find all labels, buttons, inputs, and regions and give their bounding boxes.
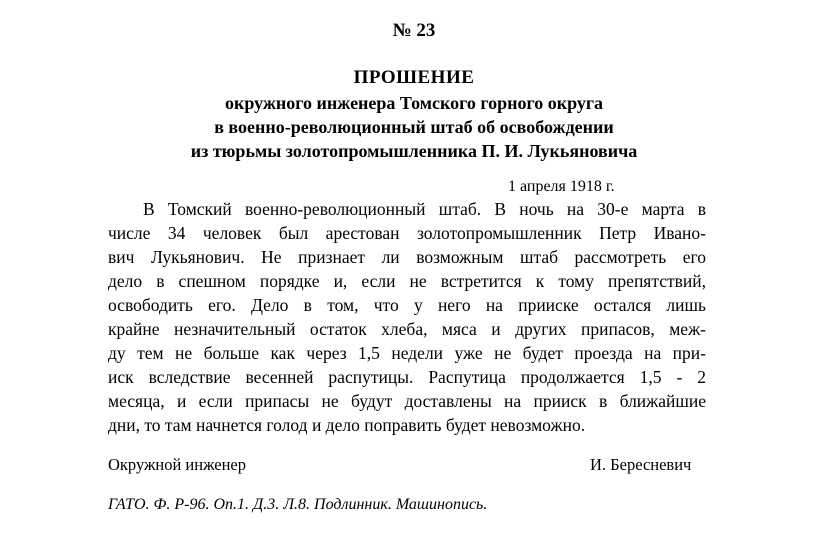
- body-line-3: вич Лукьянович. Не признает ли возможным штаб рассмотреть его: [108, 247, 706, 267]
- body-line-8: иск вследствие весенней распутицы. Распутица продолжается 1,5 - 2: [108, 367, 706, 387]
- signature-title: Окружной инженер: [108, 455, 247, 474]
- body-line-5: освободить его. Дело в том, что у него на прииске остался лишь: [108, 295, 706, 315]
- document-number: № 23: [392, 20, 436, 41]
- body-line-7: ду тем не больше как через 1,5 недели уже не будет проезда на при-: [108, 343, 706, 363]
- signature-name: И. Бересневич: [590, 455, 692, 474]
- body-line-4: дело в спешном порядке и, если не встретится к тому препятствий,: [108, 271, 706, 291]
- document-date: 1 апреля 1918 г.: [508, 178, 615, 195]
- body-line-10: дни, то там начнется голод и дело поправить будет невозможно.: [108, 415, 586, 435]
- body-line-2: числе 34 человек был арестован золотопромышленник Петр Ивано-: [108, 223, 706, 243]
- body-line-6: крайне незначительный остаток хлеба, мяса и других припасов, меж-: [108, 319, 706, 339]
- body-line-1: В Томский военно-революционный штаб. В ночь на 30-е марта в: [143, 199, 706, 219]
- body-line-9: месяца, и если припасы не будут доставлены на прииск в ближайшие: [108, 391, 706, 411]
- subtitle-line-1: окружного инженера Томского горного округа: [224, 93, 604, 113]
- subtitle-line-2: в военно-революционный штаб об освобождении: [214, 117, 614, 137]
- subtitle-line-3: из тюрьмы золотопромышленника П. И. Лукьяновича: [190, 141, 638, 161]
- archive-source: ГАТО. Ф. Р-96. Оп.1. Д.3. Л.8. Подлинник. Машинопись.: [108, 496, 488, 513]
- document-title: ПРОШЕНИЕ: [353, 67, 475, 88]
